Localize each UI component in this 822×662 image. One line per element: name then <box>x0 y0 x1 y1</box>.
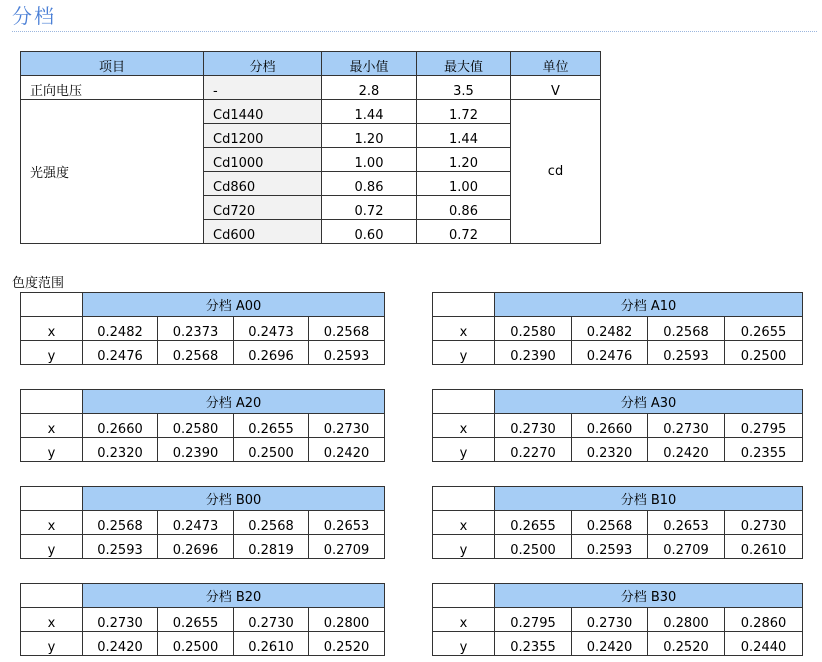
y-value: 0.2390 <box>495 341 572 365</box>
x-value: 0.2580 <box>495 317 572 341</box>
min-cell: 1.44 <box>322 100 417 124</box>
y-value: 0.2440 <box>725 632 803 656</box>
header-unit: 单位 <box>511 52 601 76</box>
y-value: 0.2420 <box>83 632 158 656</box>
x-value: 0.2730 <box>309 414 385 438</box>
max-cell: 0.86 <box>417 196 511 220</box>
x-value: 0.2568 <box>83 511 158 535</box>
y-row <box>21 632 385 656</box>
x-value: 0.2568 <box>234 511 309 535</box>
bin-cell: Cd600 <box>204 220 322 244</box>
min-cell: 0.72 <box>322 196 417 220</box>
chromaticity-bin-table <box>20 292 385 365</box>
x-value: 0.2655 <box>495 511 572 535</box>
chromaticity-bin-table <box>432 389 803 462</box>
x-label: x <box>433 414 495 438</box>
y-value: 0.2270 <box>495 438 572 462</box>
y-value: 0.2520 <box>309 632 385 656</box>
bin-label: 分档 A10 <box>495 293 803 317</box>
y-value: 0.2320 <box>572 438 648 462</box>
y-row <box>21 341 385 365</box>
max-cell: 3.5 <box>417 76 511 100</box>
min-cell: 2.8 <box>322 76 417 100</box>
y-value: 0.2476 <box>83 341 158 365</box>
x-value: 0.2653 <box>648 511 725 535</box>
y-value: 0.2500 <box>725 341 803 365</box>
x-label: x <box>433 317 495 341</box>
y-value: 0.2593 <box>309 341 385 365</box>
bin-cell: Cd1200 <box>204 124 322 148</box>
x-row <box>433 414 803 438</box>
y-value: 0.2355 <box>725 438 803 462</box>
x-value: 0.2730 <box>83 608 158 632</box>
x-row <box>21 608 385 632</box>
spec-header-row <box>21 52 601 76</box>
x-value: 0.2568 <box>572 511 648 535</box>
y-value: 0.2709 <box>648 535 725 559</box>
bin-cell: Cd1000 <box>204 148 322 172</box>
bin-label: 分档 A20 <box>83 390 385 414</box>
y-value: 0.2709 <box>309 535 385 559</box>
x-value: 0.2800 <box>648 608 725 632</box>
y-value: 0.2593 <box>648 341 725 365</box>
header-item: 项目 <box>21 52 204 76</box>
y-value: 0.2568 <box>158 341 234 365</box>
x-label: x <box>433 608 495 632</box>
y-value: 0.2610 <box>725 535 803 559</box>
y-value: 0.2696 <box>234 341 309 365</box>
y-row <box>21 535 385 559</box>
unit-cell: V <box>511 76 601 100</box>
x-value: 0.2580 <box>158 414 234 438</box>
bin-label: 分档 A30 <box>495 390 803 414</box>
bin-label: 分档 B20 <box>83 584 385 608</box>
y-value: 0.2696 <box>158 535 234 559</box>
header-min: 最小值 <box>322 52 417 76</box>
y-row <box>433 632 803 656</box>
y-value: 0.2320 <box>83 438 158 462</box>
y-value: 0.2610 <box>234 632 309 656</box>
y-label: y <box>21 341 83 365</box>
x-label: x <box>21 511 83 535</box>
x-value: 0.2730 <box>572 608 648 632</box>
chromaticity-bin-table <box>432 583 803 656</box>
x-value: 0.2473 <box>158 511 234 535</box>
x-value: 0.2660 <box>83 414 158 438</box>
y-row <box>433 341 803 365</box>
x-value: 0.2653 <box>309 511 385 535</box>
x-value: 0.2660 <box>572 414 648 438</box>
y-value: 0.2500 <box>234 438 309 462</box>
chromaticity-bin-table <box>20 486 385 559</box>
x-value: 0.2655 <box>234 414 309 438</box>
x-value: 0.2482 <box>83 317 158 341</box>
forward-voltage-row <box>21 76 601 100</box>
x-value: 0.2473 <box>234 317 309 341</box>
y-label: y <box>21 535 83 559</box>
y-value: 0.2390 <box>158 438 234 462</box>
x-value: 0.2795 <box>495 608 572 632</box>
unit-cell: cd <box>511 100 601 244</box>
y-value: 0.2500 <box>495 535 572 559</box>
y-value: 0.2593 <box>83 535 158 559</box>
x-value: 0.2482 <box>572 317 648 341</box>
y-label: y <box>433 632 495 656</box>
title-divider <box>12 31 817 32</box>
x-row <box>21 414 385 438</box>
x-row <box>433 511 803 535</box>
x-value: 0.2373 <box>158 317 234 341</box>
bin-label: 分档 A00 <box>83 293 385 317</box>
x-label: x <box>21 608 83 632</box>
bin-label: 分档 B10 <box>495 487 803 511</box>
max-cell: 1.20 <box>417 148 511 172</box>
max-cell: 1.72 <box>417 100 511 124</box>
x-value: 0.2568 <box>309 317 385 341</box>
chromaticity-bin-table <box>20 389 385 462</box>
bin-cell: Cd860 <box>204 172 322 196</box>
header-bin: 分档 <box>204 52 322 76</box>
x-value: 0.2568 <box>648 317 725 341</box>
x-label: x <box>21 317 83 341</box>
x-value: 0.2655 <box>725 317 803 341</box>
min-cell: 1.20 <box>322 124 417 148</box>
y-label: y <box>433 341 495 365</box>
y-value: 0.2500 <box>158 632 234 656</box>
x-label: x <box>21 414 83 438</box>
x-row <box>21 511 385 535</box>
bin-cell: Cd720 <box>204 196 322 220</box>
chromaticity-bin-table <box>20 583 385 656</box>
min-cell: 0.86 <box>322 172 417 196</box>
x-row <box>433 608 803 632</box>
item-cell: 正向电压 <box>21 76 204 100</box>
y-label: y <box>433 438 495 462</box>
spec-table <box>20 51 601 244</box>
y-value: 0.2420 <box>648 438 725 462</box>
x-row <box>21 317 385 341</box>
y-row <box>433 438 803 462</box>
y-value: 0.2593 <box>572 535 648 559</box>
x-value: 0.2730 <box>234 608 309 632</box>
chromaticity-bin-table <box>432 292 803 365</box>
y-value: 0.2420 <box>572 632 648 656</box>
y-value: 0.2420 <box>309 438 385 462</box>
y-value: 0.2355 <box>495 632 572 656</box>
min-cell: 1.00 <box>322 148 417 172</box>
x-value: 0.2860 <box>725 608 803 632</box>
x-value: 0.2730 <box>725 511 803 535</box>
y-row <box>433 535 803 559</box>
bin-cell: Cd1440 <box>204 100 322 124</box>
chromaticity-section-title: 色度范围 <box>12 276 65 291</box>
min-cell: 0.60 <box>322 220 417 244</box>
x-value: 0.2655 <box>158 608 234 632</box>
item-cell: 光强度 <box>21 100 204 244</box>
x-label: x <box>433 511 495 535</box>
bin-label: 分档 B00 <box>83 487 385 511</box>
y-row <box>21 438 385 462</box>
bin-label: 分档 B30 <box>495 584 803 608</box>
page-title: 分档 <box>12 4 56 28</box>
max-cell: 1.44 <box>417 124 511 148</box>
y-label: y <box>21 632 83 656</box>
y-value: 0.2520 <box>648 632 725 656</box>
y-value: 0.2819 <box>234 535 309 559</box>
max-cell: 0.72 <box>417 220 511 244</box>
x-value: 0.2730 <box>495 414 572 438</box>
chromaticity-bin-table <box>432 486 803 559</box>
y-label: y <box>21 438 83 462</box>
x-value: 0.2800 <box>309 608 385 632</box>
y-value: 0.2476 <box>572 341 648 365</box>
x-value: 0.2730 <box>648 414 725 438</box>
intensity-row <box>21 100 601 124</box>
max-cell: 1.00 <box>417 172 511 196</box>
x-row <box>433 317 803 341</box>
y-label: y <box>433 535 495 559</box>
x-value: 0.2795 <box>725 414 803 438</box>
header-max: 最大值 <box>417 52 511 76</box>
bin-cell: - <box>204 76 322 100</box>
